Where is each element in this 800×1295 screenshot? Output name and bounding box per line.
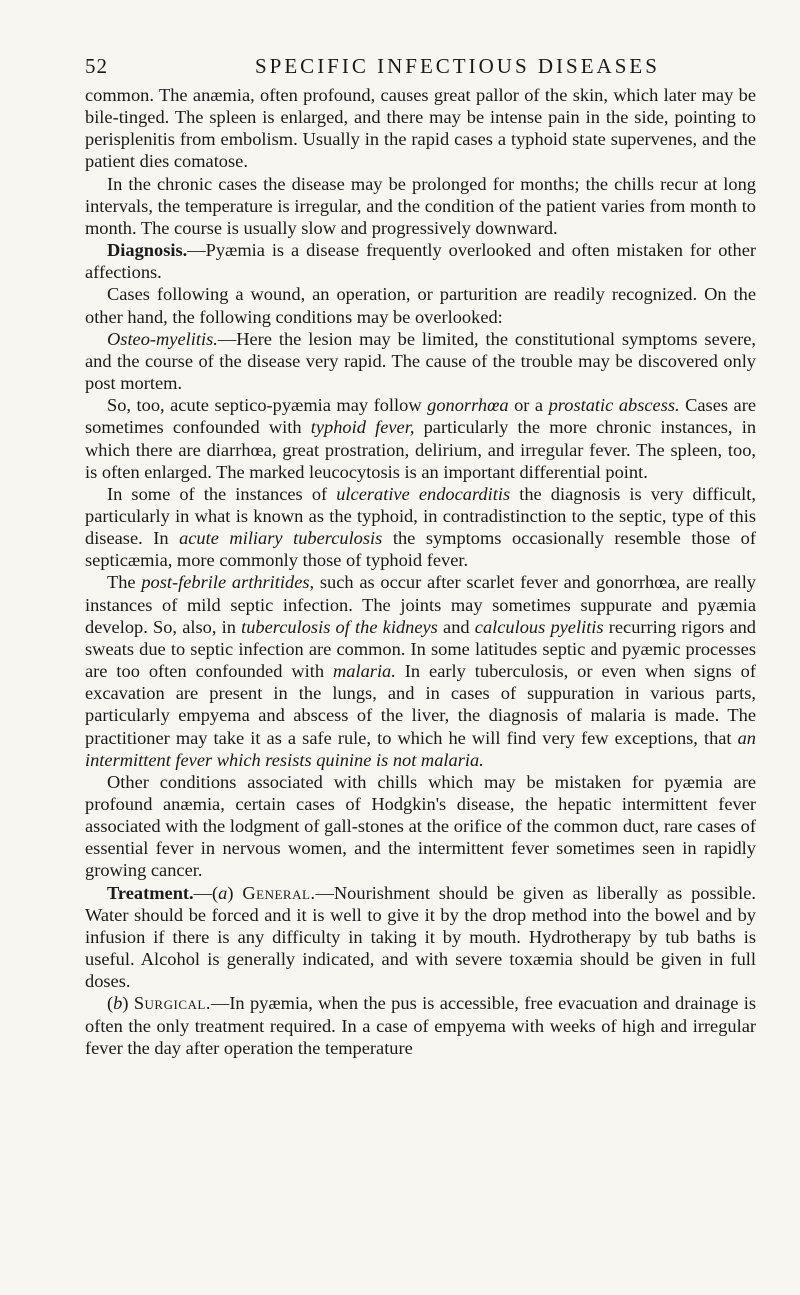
- paragraph-8: The post-febrile arthritides, such as occur after scarlet fever and gonorrhœa, are really instances of mild septic infection. The joints may sometimes suppurate and pyæmia develop. So, also, in tuberculosis of the kidneys and calculous pyelitis recurring rigors and sweats due to septic infection are common. In some latitudes septic and pyæmic processes are too often confounded with malaria. In early tuberculosis, or even when signs of excavation are present in the lungs, and in cases of suppuration in various parts, particularly empyema and abscess of the liver, the diagnosis of malaria is made. The practitioner may take it as a safe rule, to which he will find very few exceptions, that an intermittent fever which resists quinine is not malaria.: [85, 572, 757, 770]
- paragraph-6: So, too, acute septico-pyæmia may follow gonorrhœa or a prostatic abscess. Cases are sometimes confounded with typhoid fever, particularly the more chronic instances, in which there are diarrhœa, great prostration, delirium, and irregular fever. The spleen, too, is often enlarged. The marked leucocytosis is an important differential point.: [85, 395, 757, 482]
- paragraph-1: common. The anæmia, often profound, causes great pallor of the skin, which later may be bile-tinged. The spleen is enlarged, and there may be intense pain in the side, pointing to perisplenitis from embolism. Usually in the rapid cases a typhoid state supervenes, and the patient dies comatose.: [85, 85, 756, 172]
- paragraph-diagnosis: Diagnosis.—Pyæmia is a disease frequently overlooked and often mistaken for other affections.: [85, 240, 756, 283]
- subheading-surgical: Surgical.: [133, 993, 211, 1014]
- subheading-general: General.: [242, 882, 316, 903]
- paragraph-9: Other conditions associated with chills which may be mistaken for pyæmia are profound anæmia, certain cases of Hodgkin's disease, the hepatic intermittent fever associated with the lodgment of gall-stones at the orifice of the common duct, rare cases of essential fever in nervous women, and the intermittent fever sometimes seen in rapidly growing cancer.: [85, 771, 756, 881]
- paragraph-treatment: Treatment.—(a) General.—Nourishment should be given as liberally as possible. Water should be forced and it is well to give it by the drop method into the bowel and by infusion if there is any difficulty in taking it by mouth. Hydrotherapy by tub baths is useful. Alcohol is generally indicated, and with severe toxæmia should be given in full doses.: [85, 882, 756, 992]
- paragraph-surgical: (b) Surgical.—In pyæmia, when the pus is accessible, free evacuation and drainage is often the only treatment required. In a case of empyema with weeks of high and irregular fever the day after operation the temperature: [85, 993, 756, 1058]
- section-heading-treatment: Treatment.: [107, 882, 194, 903]
- section-heading-diagnosis: Diagnosis.: [107, 240, 188, 261]
- paragraph-2: In the chronic cases the disease may be prolonged for months; the chills recur at long intervals, the temperature is irregular, and the condition of the patient varies from month to month. The course is usually slow and progressively downward.: [85, 173, 756, 238]
- page-number: 52: [85, 54, 108, 78]
- body-text: [85, 84, 756, 1059]
- running-head: SPECIFIC INFECTIOUS DISEASES: [255, 54, 660, 78]
- paragraph-7: In some of the instances of ulcerative endocarditis the diagnosis is very difficult, particularly in what is known as the typhoid, in contradistinction to the septic, type of this disease. In acute miliary tuberculosis the symptoms occasionally resemble those of septicæmia, more commonly those of typhoid fever.: [85, 483, 756, 571]
- paragraph-osteomyelitis: Osteo-myelitis.—Here the lesion may be limited, the constitutional symptoms severe, and the course of the disease very rapid. The cause of the trouble may be discovered only post mortem.: [85, 328, 756, 394]
- page-header: [85, 0, 756, 84]
- paragraph-4: Cases following a wound, an operation, or parturition are readily recognized. On the other hand, the following conditions may be overlooked:: [85, 284, 756, 327]
